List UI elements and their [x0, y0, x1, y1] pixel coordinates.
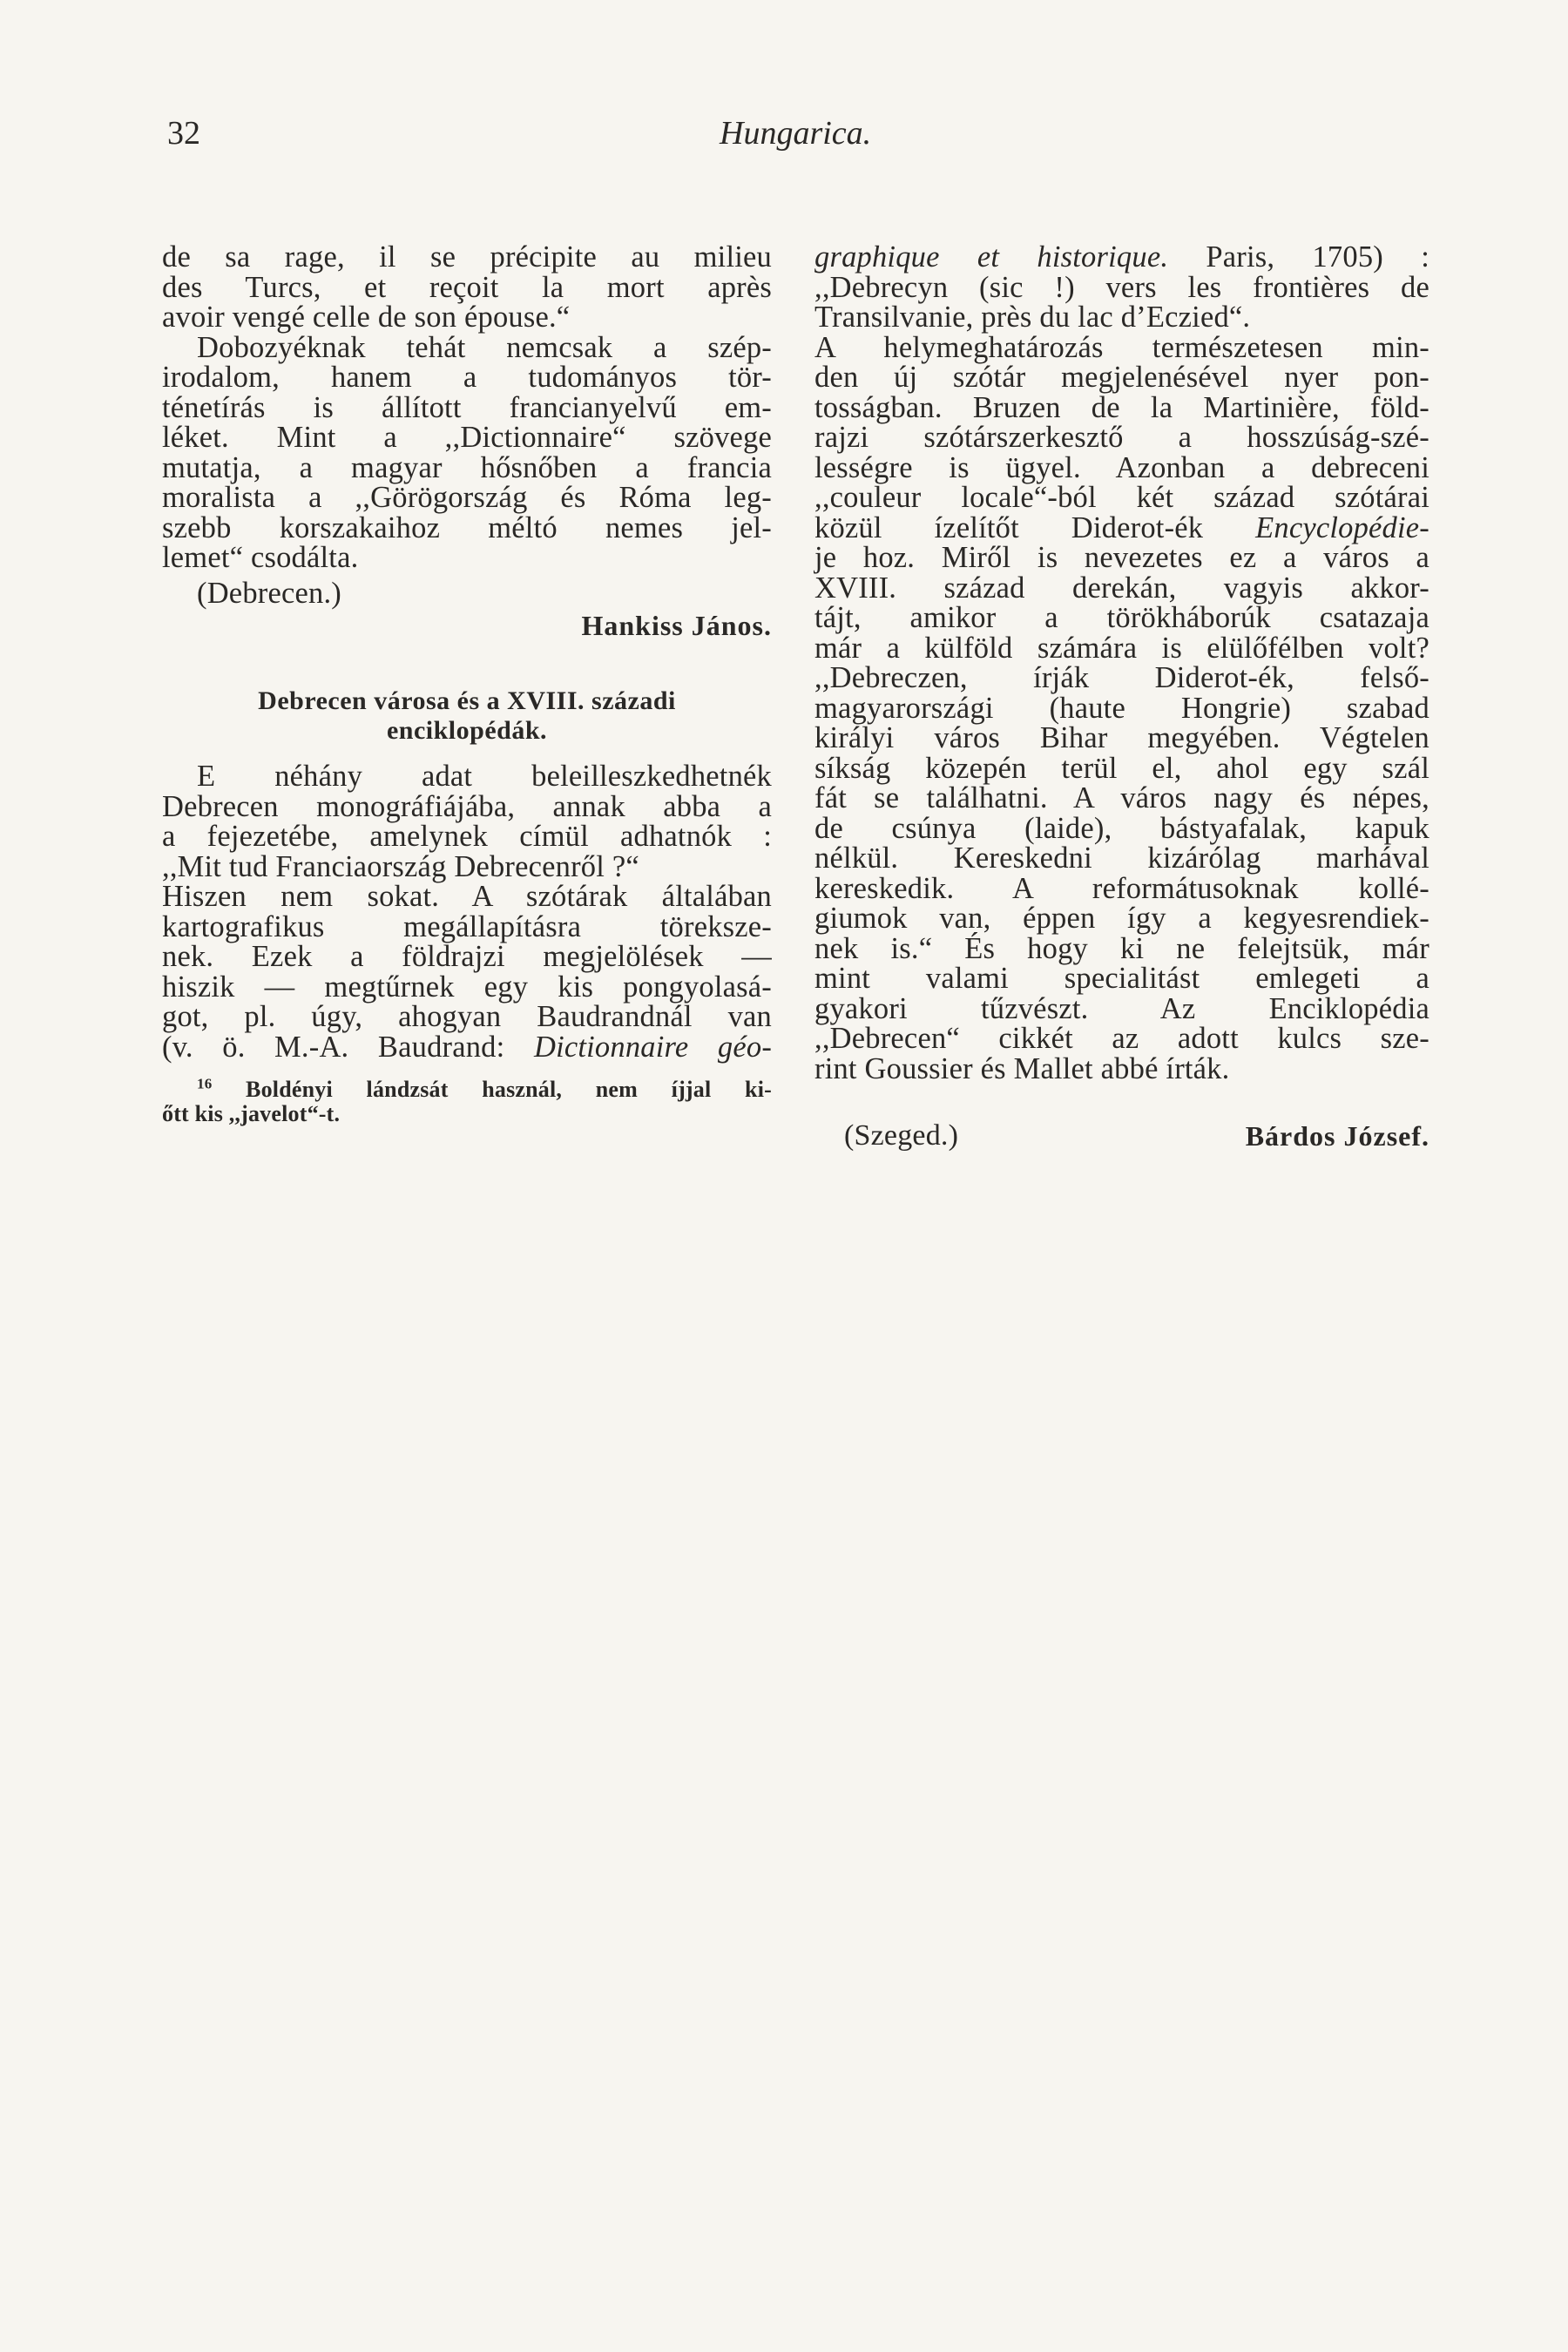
page-header — [0, 112, 1568, 155]
text-line: nek. Ezek a földrajzi megjelölések — — [162, 940, 772, 973]
text-line: mint valami specialitást emlegeti a — [814, 962, 1429, 995]
text-run: közül ízelítőt Diderot-ék — [814, 510, 1256, 544]
article-hankiss-signature — [162, 608, 772, 643]
author-place: (Szeged.) — [844, 1119, 959, 1152]
text-line: A helymeghatározás természetesen min- — [814, 330, 1429, 364]
text-line: lességre is ügyel. Azonban a debreceni — [814, 450, 1429, 484]
author-name: Hankiss János. — [581, 610, 772, 641]
text-line: je hoz. Miről is nevezetes ez a város a — [814, 541, 1429, 574]
heading-line: enciklopédák. — [386, 716, 548, 745]
text-line: a fejezetébe, amelynek címül adhatnók : — [162, 820, 772, 853]
running-title: Hungarica. — [720, 115, 872, 152]
footnote-text: Boldényi lándzsát használ, nem íjjal ki- — [246, 1077, 772, 1102]
text-line: már a külföld számára is elülőfélben volt? — [814, 631, 1429, 665]
text-line: Dobozyéknak tehát nemcsak a szép- — [197, 330, 772, 364]
text-line: fát se találhatni. A város nagy és népes, — [814, 781, 1429, 814]
heading-line: Debrecen városa és a XVIII. századi — [258, 686, 676, 715]
text-line: den új szótár megjelenésével nyer pon- — [814, 361, 1429, 394]
text-line — [814, 510, 1429, 544]
text-line: ,,Debrecen“ cikkét az adott kulcs sze- — [814, 1022, 1429, 1055]
text-line: léket. Mint a ,,Dictionnaire“ szövege — [162, 421, 772, 454]
page-number: 32 — [167, 115, 200, 152]
footnote-line — [162, 1075, 772, 1102]
text-line: tosságban. Bruzen de la Martinière, föld- — [814, 390, 1429, 424]
text-line: irodalom, hanem a tudományos tör- — [162, 361, 772, 394]
left-column — [162, 242, 772, 1126]
text-line: mutatja, a magyar hősnőben a francia — [162, 450, 772, 484]
text-line: szebb korszakaihoz méltó nemes jel- — [162, 510, 772, 544]
footnote — [162, 1075, 772, 1126]
text-line: de sa rage, il se précipite au milieu — [162, 240, 772, 274]
text-line: ténetírás is állított francianyelvű em- — [162, 390, 772, 424]
text-line: E néhány adat beleilleszkedhetnék — [197, 760, 772, 793]
text-line: rint Goussier és Mallet abbé írták. — [814, 1051, 1230, 1085]
text-line: nek is.“ És hogy ki ne felejtsük, már — [814, 931, 1429, 965]
text-line: nélkül. Kereskedni kizárólag marhával — [814, 841, 1429, 875]
text-line: magyarországi (haute Hongrie) szabad — [814, 691, 1429, 725]
text-line: des Turcs, et reçoit la mort après — [162, 270, 772, 304]
text-line: királyi város Bihar megyében. Végtelen — [814, 721, 1429, 754]
footnote-marker: 16 — [197, 1075, 213, 1092]
author-name: Bárdos József. — [1245, 1120, 1429, 1152]
article-heading — [162, 686, 772, 746]
italic-title: Dictionnaire géo- — [533, 1030, 773, 1064]
article-hankiss-body — [162, 242, 772, 573]
text-run: Paris, 1705) : — [1168, 240, 1429, 274]
text-line: ,,couleur locale“-ból két század szótárai — [814, 481, 1429, 514]
text-line: rajzi szótárszerkesztő a hosszúság-szé- — [814, 421, 1429, 454]
text-line: XVIII. század derekán, vagyis akkor- — [814, 571, 1429, 605]
text-line: ,,Debrecyn (sic !) vers les frontières de — [814, 270, 1429, 304]
text-line: de csúnya (laide), bástyafalak, kapuk — [814, 811, 1429, 845]
text-line: got, pl. úgy, ahogyan Baudrandnál van — [162, 1000, 772, 1033]
italic-title: graphique et historique. — [814, 240, 1169, 274]
article-bardos-body-left — [162, 761, 772, 1062]
italic-title: Encyclopédie- — [1255, 510, 1429, 544]
text-line: lemet“ csodálta. — [162, 541, 359, 574]
text-line: Transilvanie, près du lac d’Eczied“. — [814, 301, 1251, 334]
text-line: ,,Debreczen, írják Diderot-ék, felső- — [814, 661, 1429, 694]
text-line: moralista a ,,Görögország és Róma leg- — [162, 481, 772, 514]
text-line: Debrecen monográfiájába, annak abba a — [162, 789, 772, 823]
text-line: Hiszen nem sokat. A szótárak általában — [162, 880, 772, 913]
right-column — [814, 242, 1429, 1153]
footnote-line: őtt kis ,,javelot“-t. — [162, 1101, 341, 1126]
text-line: tájt, amikor a törökháborúk csatazaja — [814, 601, 1429, 634]
text-line — [814, 242, 1429, 273]
text-line: kartografikus megállapításra töreksze- — [162, 909, 772, 943]
text-line: kereskedik. A reformátusoknak kollé- — [814, 871, 1429, 905]
text-line — [162, 1032, 772, 1063]
text-line: ,,Mit tud Franciaország Debrecenről ?“ — [162, 849, 639, 883]
text-line: gyakori tűzvészt. Az Enciklopédia — [814, 991, 1429, 1025]
text-line: avoir vengé celle de son épouse.“ — [162, 301, 571, 334]
text-run: (v. ö. M.-A. Baudrand: — [162, 1030, 534, 1064]
article-bardos-signature — [814, 1119, 1429, 1153]
text-line: síkság közepén terül el, ahol egy szál — [814, 751, 1429, 785]
text-line: hiszik — megtűrnek egy kis pongyolasá- — [162, 970, 772, 1004]
article-hankiss-place: (Debrecen.) — [197, 576, 341, 610]
text-line: giumok van, éppen így a kegyesrendiek- — [814, 902, 1429, 935]
